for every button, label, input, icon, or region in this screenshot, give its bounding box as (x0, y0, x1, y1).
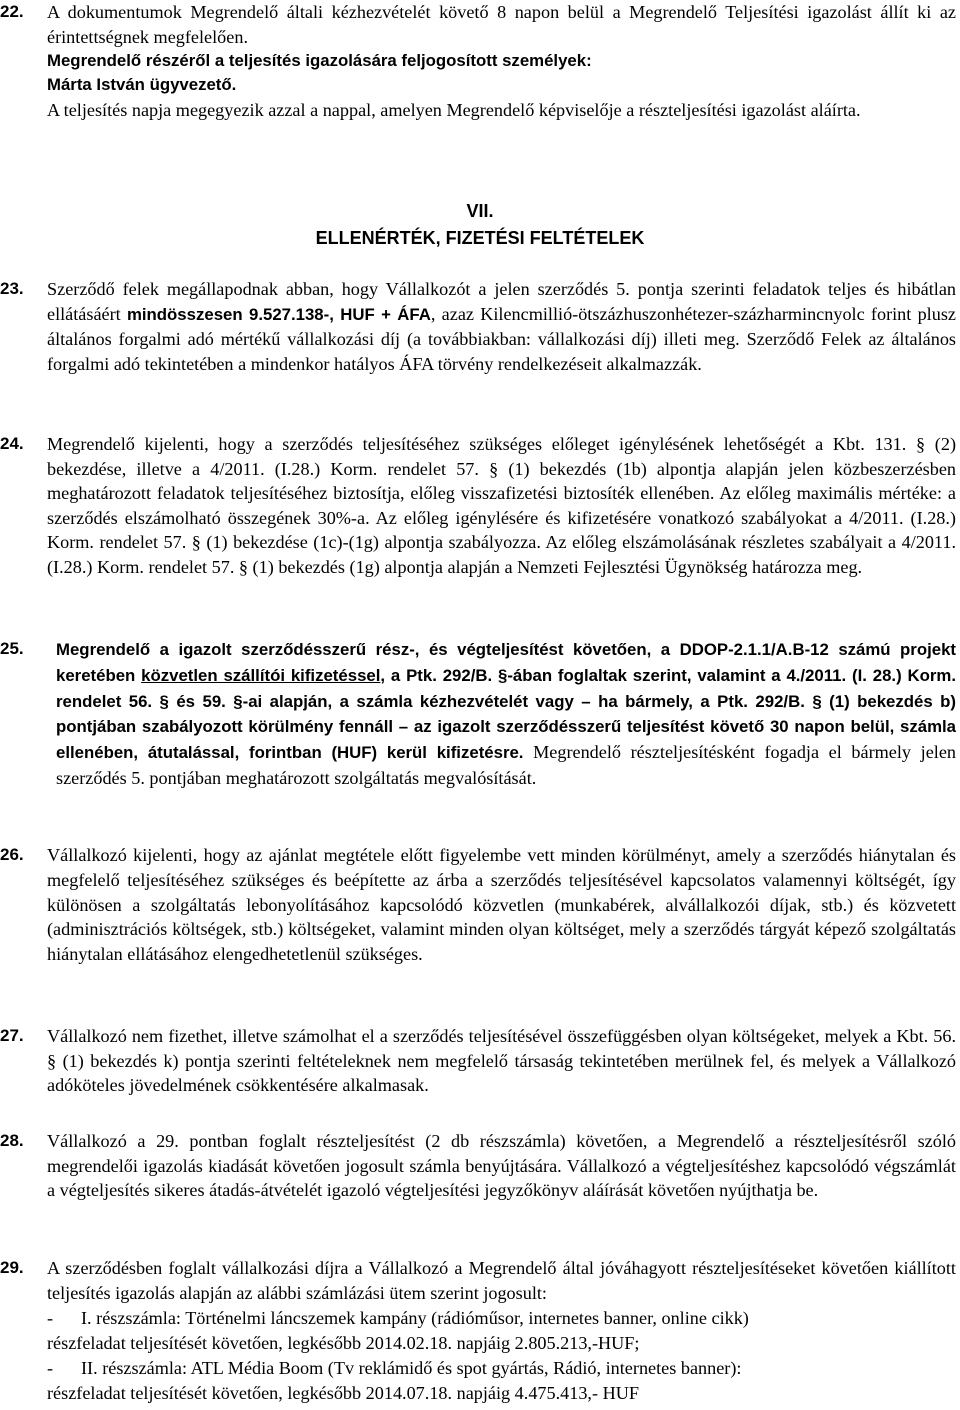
section-title: ELLENÉRTÉK, FIZETÉSI FELTÉTELEK (315, 228, 645, 248)
direct-supplier-payment: közvetlen szállítói kifizetéssel (141, 665, 381, 685)
invoice-item-1-line-2: részfeladat teljesítését követően, legkésőbb 2014.02.18. napjáig 2.805.213,-HUF; (47, 1332, 640, 1353)
clause-text: A teljesítés napja megegyezik azzal a nappal, amelyen Megrendelő képviselője a részteljesítési igazolást aláírta. (47, 100, 861, 120)
clause-text-part: Megrendelő részteljesítésként fogadja el bármely jelen szerződés 5. pontjában meghatározott szolgáltatás megvalósítását. (56, 742, 957, 788)
fee-amount: mindösszesen 9.527.138-, HUF + ÁFA (126, 304, 431, 324)
clause-text: Vállalkozó nem fizethet, illetve számolhat el a szerződés teljesítésével összefüggésben olyan költségeket, melyek a Kbt. 56. § (1) bekezdés k) pontja szerinti feltételeknek nem megfelelő társaság tekintetében merülnek fel, és melyek a Vállalkozó adóköteles jövedelmének csökkentésére alkalmasak. (47, 1026, 956, 1096)
clause-text (56, 637, 956, 791)
clause-number: 29. (0, 1258, 24, 1277)
invoice-item-2-line-2: részfeladat teljesítését követően, legkésőbb 2014.07.18. napjáig 4.475.413,- HUF (47, 1382, 639, 1403)
clause-number: 26. (0, 845, 24, 864)
invoice-item-2-line-1: - II. részszámla: ATL Média Boom (Tv reklámidő és spot gyártás, Rádió, internetes banner): (47, 1356, 956, 1381)
invoice-item-1-line-1: - I. részszámla: Történelmi láncszemek kampány (rádióműsor, internetes banner, online cikk) (47, 1306, 956, 1331)
clause-text (47, 277, 956, 376)
clause-text: Megrendelő kijelenti, hogy a szerződés teljesítéséhez szükséges előleget igénylésének lehetőségét a Kbt. 131. § (2) bekezdése, illetve a 4/2011. (I.28.) Korm. rendelet 57. § (1) bekezdés (1b) alpontja alapján jelen közbeszerzésben meghatározott feladatok teljesítéséhez biztosítja, előleg visszafizetési biztosíték ellenében. Az előleg maximális mértéke: a szerződés elszámolható összegének 30%-a. Az előleg igénylésére és kifizetésére vonatkozó szabályokat a 4/2011. (I.28.) Korm. rendelet 57. § (1) bekezdése (1c)-(1g) alpontja szabályozza. Az előleg elszámolásának részletes szabályait a 4/2011. (I.28.) Korm. rendelet 57. § (1) bekezdés (1g) alpontja alapján a Nemzeti Fejlesztési Ügynökség határozza meg. (47, 434, 956, 577)
clause-number: 22. (0, 2, 24, 21)
invoice-item-2 (47, 1356, 956, 1405)
clause-text: A szerződésben foglalt vállalkozási díjra a Vállalkozó a Megrendelő által jóváhagyott részteljesítéseket követően kiállított teljesítés igazolás alapján az alábbi számlázási ütem szerint jogosult: (47, 1258, 956, 1303)
authorized-persons-label: Megrendelő részéről a teljesítés igazolására feljogosított személyek: (47, 51, 592, 70)
clause-number: 24. (0, 434, 24, 453)
clause-number: 23. (0, 279, 24, 298)
clause-text: A dokumentumok Megrendelő általi kézhezvételét követő 8 napon belül a Megrendelő Teljesítési igazolást állít ki az érintettségnek megfelelően. (47, 2, 956, 47)
payment-terms-bold: Megrendelő a igazolt szerződésszerű rész-, és végteljesítést követően, a DDOP-2.1.1/A.B-12 számú projekt keretében (56, 640, 956, 685)
list-dash: - (47, 1358, 54, 1378)
list-dash: - (47, 1308, 54, 1328)
authorized-person-name: Márta István ügyvezető. (47, 75, 237, 94)
clause-text-part: Szerződő felek megállapodnak abban, hogy Vállalkozót a jelen szerződés 5. pontja szerinti feladatok teljes és hibátlan ellátásáért (47, 279, 956, 324)
clause-text: Vállalkozó kijelenti, hogy az ajánlat megtétele előtt figyelembe vett minden körülményt, amely a szerződés hiánytalan és megfelelő teljesítéséhez szükséges és beépítette az árba a szerződés teljesítésével kapcsolatos valamennyi költségét, így különösen a szolgáltatás lebonyolításához kapcsolódó közvetlen (munkabérek, alvállalkozói díjak, stb.) és közvetett (adminisztrációs költségek, stb.) költségeket, valamint minden olyan költséget, mely a szerződés tárgyát képező szolgáltatás hiánytalan ellátásához elengedhetetlenül szükséges. (47, 845, 956, 965)
payment-terms-bold: , a Ptk. 292/B. §-ában foglaltak szerint, valamint a 4./2011. (I. 28.) Korm. rendelet 56. § és 59. §-ai alapján, a számla kézhezvételét vagy – ha bármely, a Ptk. 292/B. § (1) bekezdés b) pontjában szabályozott körülmény fennáll – az igazolt szerződésszerű teljesítést követő 30 napon belül, számla ellenében, átutalással, forintban (HUF) kerül kifizetésre. (56, 665, 957, 763)
clause-number: 25. (0, 639, 24, 658)
clause-number: 27. (0, 1026, 24, 1045)
clause-text: Vállalkozó a 29. pontban foglalt részteljesítést (2 db részszámla) követően, a Megrendelő a részteljesítésről szóló megrendelői igazolás kiadását követően jogosult számla benyújtására. Vállalkozó a végteljesítéshez kapcsolódó végszámlát a végteljesítés sikeres átadás-átvételét igazoló végteljesítési jegyzőkönyv aláírását követően nyújthatja be. (47, 1131, 956, 1201)
clause-text-part: , azaz Kilencmillió-ötszázhuszonhétezer-százharmincnyolc forint plusz általános forgalmi adó mértékű vállalkozási díj (a továbbiakban: vállalkozási díj) illeti meg. Szerződő Felek az általános forgalmi adó tekintetében a mindenkor hatályos ÁFA törvény rendelkezéseit alkalmazzák. (47, 303, 956, 374)
clause-number: 28. (0, 1131, 24, 1150)
section-number: VII. (466, 201, 494, 221)
invoice-item-1 (47, 1306, 956, 1355)
